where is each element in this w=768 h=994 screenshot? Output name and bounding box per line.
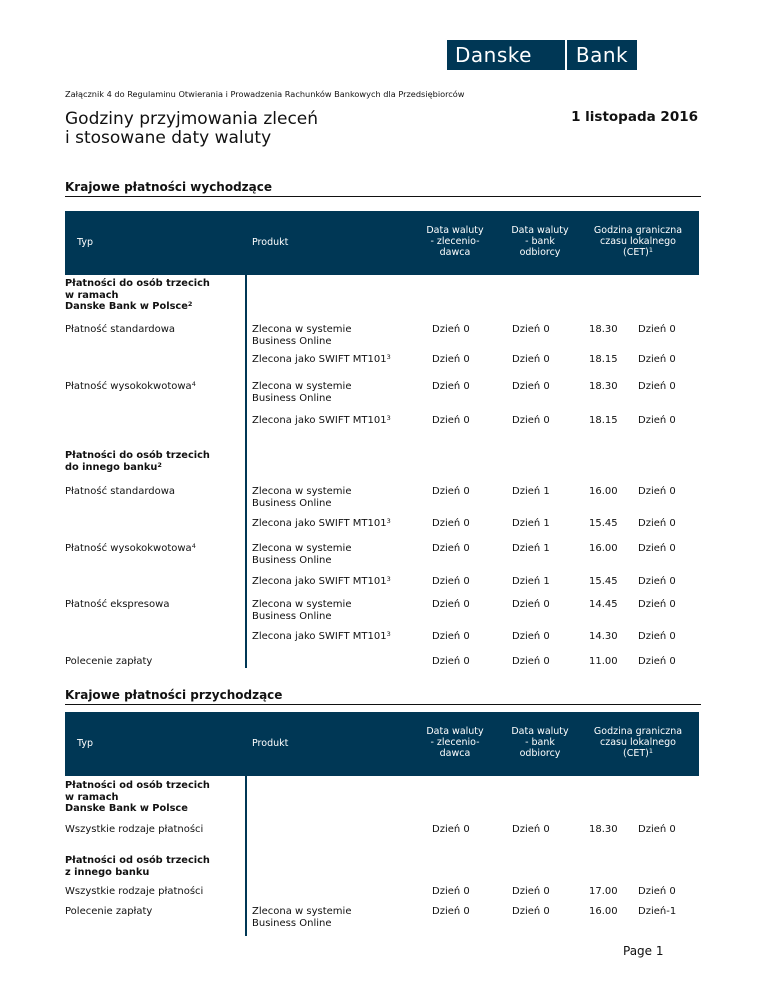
cell-data-waluty-bank-odbiorcy: Dzień 0: [512, 324, 550, 335]
typ-text: Płatność standardowa: [65, 486, 176, 497]
cell-godzina-graniczna: 18.30: [589, 324, 618, 335]
header-data-waluty-bank-odbiorcy: Data waluty - bank odbiorcy: [511, 225, 569, 258]
cell-data-waluty-zleceniodawca: Dzień 0: [432, 576, 470, 587]
cell-data-waluty-zleceniodawca: Dzień 0: [432, 324, 470, 335]
group-heading-line: Płatności od osób trzecich: [65, 780, 210, 791]
header-typ: Typ: [77, 237, 93, 248]
cell-godzina-graniczna: 18.30: [589, 824, 618, 835]
group-heading-line: Danske Bank w Polsce: [65, 803, 188, 814]
produkt-line: Business Online: [252, 497, 332, 509]
cell-produkt: [252, 576, 391, 588]
cell-data-waluty-bank-odbiorcy: Dzień 0: [512, 906, 550, 917]
header-godzina-graniczna: Godzina graniczna czasu lokalnego (CET)$^1$: [593, 726, 683, 759]
annex-note: Załącznik 4 do Regulaminu Otwierania i Prowadzenia Rachunków Bankowych dla Przedsiębiorców: [65, 89, 465, 99]
cell-dzien: Dzień 0: [638, 656, 676, 667]
cell-godzina-graniczna: 11.00: [589, 656, 618, 667]
row-group-heading: [65, 450, 210, 473]
cell-godzina-graniczna: 15.45: [589, 518, 618, 529]
column-divider: [245, 776, 247, 936]
cell-data-waluty-bank-odbiorcy: Dzień 1: [512, 518, 550, 529]
produkt-line: Zlecona w systemie: [252, 486, 352, 497]
cell-godzina-graniczna: 14.30: [589, 631, 618, 642]
group-heading-line: Płatności od osób trzecich: [65, 855, 210, 866]
cell-produkt: [252, 324, 351, 347]
cell-typ: [65, 324, 175, 336]
cell-godzina-graniczna: 15.45: [589, 576, 618, 587]
cell-typ: [65, 486, 175, 498]
cell-produkt: [252, 631, 391, 643]
produkt-line: Business Online: [252, 392, 332, 404]
cell-produkt: [252, 906, 351, 929]
cell-dzien: Dzień 0: [638, 415, 676, 426]
group-heading-line: do innego banku$^2$: [65, 460, 162, 473]
cell-godzina-graniczna: 16.00: [589, 543, 618, 554]
cell-dzien: Dzień 0: [638, 576, 676, 587]
cell-data-waluty-bank-odbiorcy: Dzień 0: [512, 381, 550, 392]
section-incoming-title: Krajowe płatności przychodzące: [65, 688, 701, 705]
cell-data-waluty-bank-odbiorcy: Dzień 0: [512, 886, 550, 897]
danske-bank-logo: [447, 40, 637, 70]
cell-data-waluty-zleceniodawca: Dzień 0: [432, 599, 470, 610]
cell-data-waluty-zleceniodawca: Dzień 0: [432, 543, 470, 554]
cell-typ: [65, 824, 203, 836]
footnote-marker: 2: [187, 300, 193, 308]
cell-typ: [65, 656, 152, 668]
group-heading-line: Danske Bank w Polsce$^2$: [65, 300, 193, 312]
document-date: 1 listopada 2016: [571, 109, 698, 125]
cell-data-waluty-zleceniodawca: Dzień 0: [432, 486, 470, 497]
typ-text: Płatność ekspresowa: [65, 599, 170, 610]
header-data-waluty-zleceniodawca: Data waluty - zlecenio- dawca: [426, 726, 484, 759]
group-heading-line: Płatności do osób trzecich: [65, 450, 210, 461]
typ-text: Płatność wysokokwotowa: [65, 543, 192, 554]
logo-part-bank: Bank: [567, 40, 637, 70]
cell-data-waluty-bank-odbiorcy: Dzień 1: [512, 576, 550, 587]
cell-produkt: [252, 518, 391, 530]
footnote-marker: 3: [386, 353, 391, 361]
produkt-line: Zlecona jako SWIFT MT101: [252, 576, 387, 587]
cell-dzien: Dzień 0: [638, 886, 676, 897]
cell-dzien: Dzień-1: [638, 906, 677, 917]
header-typ: Typ: [77, 738, 93, 749]
produkt-line: Zlecona w systemie: [252, 906, 352, 917]
cell-produkt: [252, 599, 351, 622]
produkt-line: Zlecona jako SWIFT MT101: [252, 518, 387, 529]
header-produkt: Produkt: [252, 237, 289, 248]
table-header-outgoing: [65, 211, 699, 275]
cell-dzien: Dzień 0: [638, 324, 676, 335]
cell-godzina-graniczna: 18.15: [589, 354, 618, 365]
header-data-waluty-zleceniodawca: Data waluty - zlecenio- dawca: [426, 225, 484, 258]
column-divider: [245, 275, 247, 668]
produkt-line: Business Online: [252, 335, 332, 347]
produkt-line: Business Online: [252, 554, 332, 566]
cell-data-waluty-zleceniodawca: Dzień 0: [432, 381, 470, 392]
footnote-marker: 3: [386, 630, 391, 638]
cell-data-waluty-zleceniodawca: Dzień 0: [432, 886, 470, 897]
footnote-marker: 4: [191, 542, 196, 550]
table-header-incoming: [65, 712, 699, 776]
typ-text: Płatność wysokokwotowa: [65, 381, 192, 392]
cell-godzina-graniczna: 18.15: [589, 415, 618, 426]
cell-produkt: [252, 354, 391, 366]
typ-text: Polecenie zapłaty: [65, 656, 153, 667]
page-number: Page 1: [623, 944, 664, 958]
cell-typ: [65, 906, 152, 918]
cell-typ: [65, 381, 196, 393]
cell-dzien: Dzień 0: [638, 518, 676, 529]
cell-data-waluty-zleceniodawca: Dzień 0: [432, 631, 470, 642]
typ-text: Wszystkie rodzaje płatności: [65, 886, 204, 897]
typ-text: Płatność standardowa: [65, 324, 176, 335]
typ-text: Wszystkie rodzaje płatności: [65, 824, 204, 835]
footnote-marker: 4: [191, 380, 196, 388]
cell-data-waluty-bank-odbiorcy: Dzień 1: [512, 543, 550, 554]
cell-data-waluty-bank-odbiorcy: Dzień 0: [512, 631, 550, 642]
cell-godzina-graniczna: 16.00: [589, 906, 618, 917]
cell-dzien: Dzień 0: [638, 599, 676, 610]
cell-typ: [65, 886, 203, 898]
cell-data-waluty-bank-odbiorcy: Dzień 0: [512, 599, 550, 610]
cell-typ: [65, 599, 169, 611]
produkt-line: Business Online: [252, 917, 332, 929]
cell-data-waluty-zleceniodawca: Dzień 0: [432, 656, 470, 667]
cell-data-waluty-bank-odbiorcy: Dzień 0: [512, 656, 550, 667]
cell-godzina-graniczna: 16.00: [589, 486, 618, 497]
cell-dzien: Dzień 0: [638, 486, 676, 497]
footnote-marker: 3: [386, 414, 391, 422]
cell-dzien: Dzień 0: [638, 354, 676, 365]
cell-dzien: Dzień 0: [638, 381, 676, 392]
section-outgoing-title: Krajowe płatności wychodzące: [65, 180, 701, 197]
cell-typ: [65, 543, 196, 555]
cell-godzina-graniczna: 18.30: [589, 381, 618, 392]
typ-text: Polecenie zapłaty: [65, 906, 153, 917]
cell-produkt: [252, 381, 351, 404]
row-group-heading: [65, 278, 210, 313]
row-group-heading: [65, 855, 210, 878]
group-heading-line: w ramach: [65, 289, 119, 301]
row-group-heading: [65, 780, 210, 815]
cell-produkt: [252, 543, 351, 566]
footnote-marker: 3: [386, 575, 391, 583]
header-produkt: Produkt: [252, 738, 289, 749]
cell-dzien: Dzień 0: [638, 631, 676, 642]
footnote-marker: 3: [386, 517, 391, 525]
cell-dzien: Dzień 0: [638, 824, 676, 835]
produkt-line: Business Online: [252, 610, 332, 622]
group-heading-line: Płatności do osób trzecich: [65, 278, 210, 289]
cell-godzina-graniczna: 17.00: [589, 886, 618, 897]
cell-dzien: Dzień 0: [638, 543, 676, 554]
produkt-line: Zlecona jako SWIFT MT101: [252, 354, 387, 365]
produkt-line: Zlecona w systemie: [252, 324, 352, 335]
title-line-1: Godziny przyjmowania zleceń: [65, 109, 319, 129]
cell-data-waluty-zleceniodawca: Dzień 0: [432, 415, 470, 426]
cell-data-waluty-bank-odbiorcy: Dzień 0: [512, 415, 550, 426]
cell-data-waluty-bank-odbiorcy: Dzień 0: [512, 824, 550, 835]
cell-data-waluty-bank-odbiorcy: Dzień 0: [512, 354, 550, 365]
cell-produkt: [252, 415, 391, 427]
cell-data-waluty-zleceniodawca: Dzień 0: [432, 824, 470, 835]
header-godzina-graniczna: Godzina graniczna czasu lokalnego (CET)$^1$: [593, 225, 683, 258]
group-heading-line: z innego banku: [65, 866, 150, 878]
produkt-line: Zlecona w systemie: [252, 543, 352, 554]
header-data-waluty-bank-odbiorcy: Data waluty - bank odbiorcy: [511, 726, 569, 759]
cell-data-waluty-zleceniodawca: Dzień 0: [432, 354, 470, 365]
group-heading-line: w ramach: [65, 791, 119, 803]
logo-part-danske: Danske: [447, 40, 565, 70]
cell-produkt: [252, 486, 351, 509]
cell-data-waluty-zleceniodawca: Dzień 0: [432, 518, 470, 529]
produkt-line: Zlecona w systemie: [252, 381, 352, 392]
cell-data-waluty-bank-odbiorcy: Dzień 1: [512, 486, 550, 497]
title-line-2: i stosowane daty waluty: [65, 128, 272, 148]
cell-data-waluty-zleceniodawca: Dzień 0: [432, 906, 470, 917]
cell-godzina-graniczna: 14.45: [589, 599, 618, 610]
footnote-marker: 2: [157, 460, 162, 469]
document-title: [65, 110, 318, 148]
produkt-line: Zlecona w systemie: [252, 599, 352, 610]
produkt-line: Zlecona jako SWIFT MT101: [252, 631, 387, 642]
produkt-line: Zlecona jako SWIFT MT101: [252, 415, 387, 426]
